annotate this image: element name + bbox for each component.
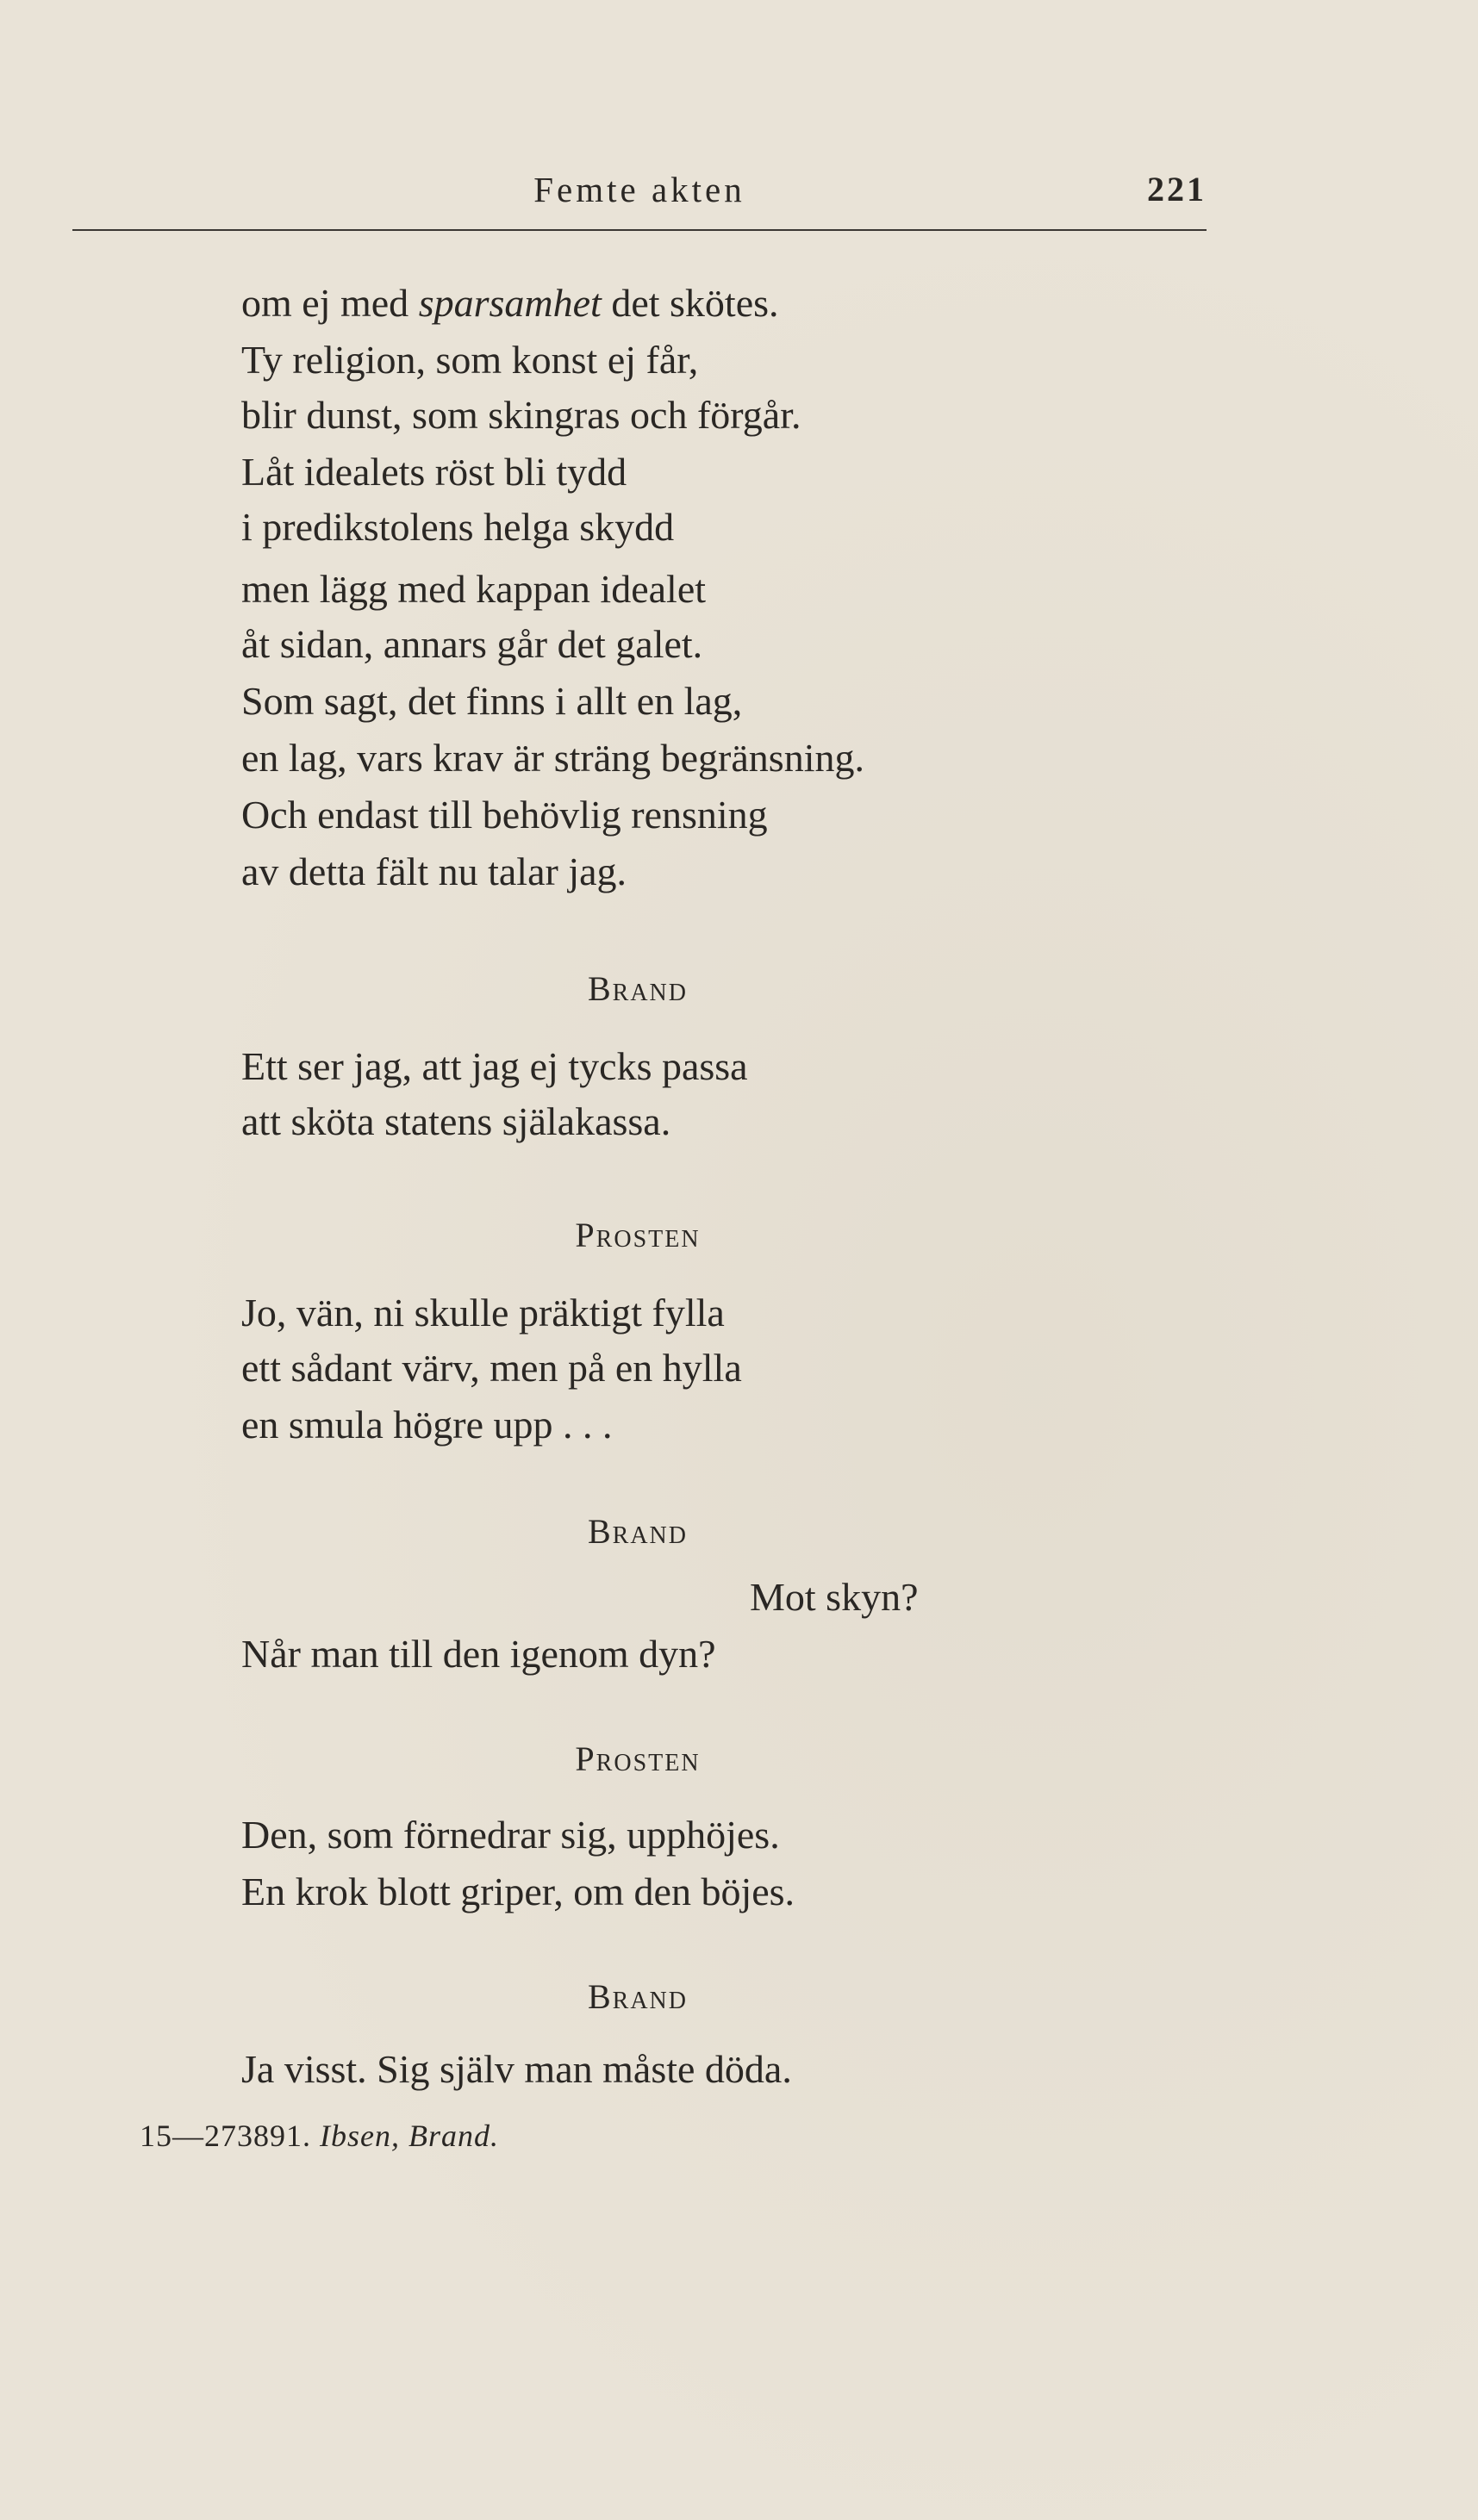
speaker-name: Brand [587,1512,689,1551]
speaker-name: Prosten [575,1739,701,1778]
verse-line: av detta fält nu talar jag. [241,849,627,893]
printer-signature [140,2118,499,2154]
speaker-name: Brand [587,969,689,1008]
verse-line: en smula högre upp . . . [241,1403,613,1447]
verse-line: blir dunst, som skingras och förgår. [241,393,801,437]
verse-line [241,277,779,329]
verse-line-indented: Mot skyn? [750,1575,919,1619]
running-head [72,169,1207,221]
verse-line: En krok blott griper, om den böjes. [241,1870,795,1913]
author-title: Ibsen, Brand. [320,2119,499,2153]
running-title: Femte akten [533,170,745,209]
verse-line: ett sådant värv, men på en hylla [241,1346,742,1390]
emphasis-text: sparsamhet [418,281,602,325]
verse-line: Ty religion, som konst ej får, [241,338,699,382]
verse-line: Den, som förnedrar sig, upphöjes. [241,1813,780,1857]
verse-line: Låt idealets röst bli tydd [241,450,627,494]
verse-line: Ett ser jag, att jag ej tycks passa [241,1044,748,1088]
page-number: 221 [1147,170,1207,208]
verse-text: det skötes. [601,281,779,325]
header-rule [72,229,1207,231]
speaker-name: Brand [587,1977,689,2016]
verse-text: om ej med [241,281,419,325]
verse-line: Når man till den igenom dyn? [241,1632,716,1676]
verse-line: Ja visst. Sig själv man måste döda. [241,2047,792,2091]
verse-line: men lägg med kappan idealet [241,567,707,611]
verse-line: Som sagt, det finns i allt en lag, [241,679,743,723]
verse-line: en lag, vars krav är sträng begränsning. [241,736,864,780]
verse-line: att sköta statens själakassa. [241,1099,671,1143]
speaker-name: Prosten [575,1216,701,1254]
verse-line: åt sidan, annars går det galet. [241,622,703,666]
verse-line: Och endast till behövlig rensning [241,793,768,837]
signature-number: 15—273891. [140,2119,320,2153]
verse-line: i predikstolens helga skydd [241,505,675,549]
verse-line: Jo, vän, ni skulle präktigt fylla [241,1291,725,1335]
